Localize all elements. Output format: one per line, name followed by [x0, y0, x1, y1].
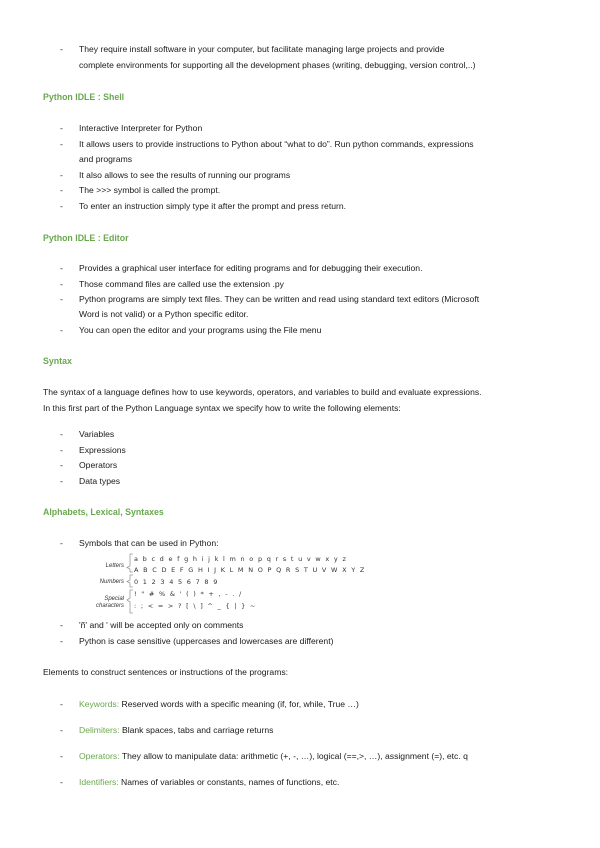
editor-item-continued: Word is not valid) or a Python specific editor.: [79, 309, 249, 319]
syntax-item: Operators: [79, 460, 118, 470]
special-label-line1: Special: [104, 596, 124, 602]
bullet-dash: -: [60, 636, 63, 646]
bullet-dash: -: [60, 445, 63, 455]
identifiers-term: Identifiers:: [79, 777, 119, 787]
bullet-dash: -: [60, 201, 63, 211]
bullet-dash: -: [60, 325, 63, 335]
shell-item: It also allows to see the results of running our programs: [79, 170, 291, 180]
editor-item: You can open the editor and your programs using the File menu: [79, 325, 322, 335]
syntax-item: Data types: [79, 476, 121, 486]
bullet-dash: -: [60, 139, 63, 149]
bullet-dash: -: [60, 185, 63, 195]
shell-item: To enter an instruction simply type it after the prompt and press return.: [79, 201, 347, 211]
keywords-term: Keywords:: [79, 699, 120, 709]
bullet-dash: -: [60, 429, 63, 439]
comment-item: 'ñ' and ' will be accepted only on comments: [79, 620, 244, 630]
intro-bullet-line1: They require install software in your computer, but facilitate managing large projects and provide: [79, 44, 445, 54]
shell-heading: Python IDLE : Shell: [43, 92, 125, 102]
special-characters-line2: : ; < = > ? [ \ ] ^ _ { | } ~: [134, 602, 257, 610]
element-item-identifiers: [79, 775, 339, 790]
editor-item: Provides a graphical user interface for editing programs and for debugging their execution.: [79, 263, 423, 273]
delimiters-term: Delimiters:: [79, 725, 120, 735]
alphabets-heading: Alphabets, Lexical, Syntaxes: [43, 507, 164, 517]
letters-label: Letters: [105, 563, 124, 569]
bullet-dash: -: [60, 751, 63, 761]
bullet-dash: -: [60, 476, 63, 486]
bullet-dash: -: [60, 294, 63, 304]
element-item-keywords: [79, 697, 359, 712]
shell-item: The >>> symbol is called the prompt.: [79, 185, 221, 195]
bullet-dash: -: [60, 170, 63, 180]
editor-item: Those command files are called use the extension .py: [79, 279, 284, 289]
shell-item: It allows users to provide instructions to Python about “what to do”. Run python commands, expressions: [79, 139, 474, 149]
syntax-heading: Syntax: [43, 356, 72, 366]
operators-term: Operators:: [79, 751, 120, 761]
bullet-dash: -: [60, 123, 63, 133]
syntax-paragraph-line2: In this first part of the Python Language syntax we specify how to write the following elements:: [43, 403, 401, 413]
uppercase-letters: A B C D E F G H I J K L M N O P Q R S T U V W X Y Z: [134, 566, 366, 574]
bullet-dash: -: [60, 44, 63, 54]
bullet-dash: -: [60, 538, 63, 548]
lowercase-letters: a b c d e f g h i j k l m n o p q r s t u v w x y z: [134, 555, 348, 563]
special-characters-line1: ! " # % & ' ( ) * + , - . /: [134, 590, 243, 598]
digits: 0 1 2 3 4 5 6 7 8 9: [134, 578, 219, 586]
editor-item: Python programs are simply text files. They can be written and read using standard text editors (Microsoft: [79, 294, 480, 304]
bullet-dash: -: [60, 725, 63, 735]
operators-description: They allow to manipulate data: arithmetic (+, -, …), logical (==,>, …), assignment (=), etc. q: [119, 751, 468, 761]
syntax-paragraph-line1: The syntax of a language defines how to use keywords, operators, and variables to build and evaluate expressions.: [43, 387, 482, 397]
intro-bullet-line2: complete environments for supporting all the development phases (writing, debugging, version control,..): [79, 60, 476, 70]
keywords-description: Reserved words with a specific meaning (if, for, while, True …): [119, 699, 359, 709]
bullet-dash: -: [60, 620, 63, 630]
element-item-delimiters: [79, 723, 273, 738]
syntax-item: Expressions: [79, 445, 126, 455]
syntax-item: Variables: [79, 429, 115, 439]
special-label-line2: characters: [95, 603, 124, 609]
element-item-operators: [79, 749, 468, 764]
bullet-dash: -: [60, 777, 63, 787]
shell-item: Interactive Interpreter for Python: [79, 123, 203, 133]
bullet-dash: -: [60, 460, 63, 470]
elements-intro: Elements to construct sentences or instructions of the programs:: [43, 667, 289, 677]
bullet-dash: -: [60, 263, 63, 273]
delimiters-description: Blank spaces, tabs and carriage returns: [119, 725, 274, 735]
symbols-item: Symbols that can be used in Python:: [79, 538, 219, 548]
shell-item-continued: and programs: [79, 154, 133, 164]
identifiers-description: Names of variables or constants, names of functions, etc.: [118, 777, 340, 787]
editor-heading: Python IDLE : Editor: [43, 233, 129, 243]
bullet-dash: -: [60, 699, 63, 709]
numbers-label: Numbers: [99, 579, 124, 585]
case-item: Python is case sensitive (uppercases and lowercases are different): [79, 636, 334, 646]
bullet-dash: -: [60, 279, 63, 289]
